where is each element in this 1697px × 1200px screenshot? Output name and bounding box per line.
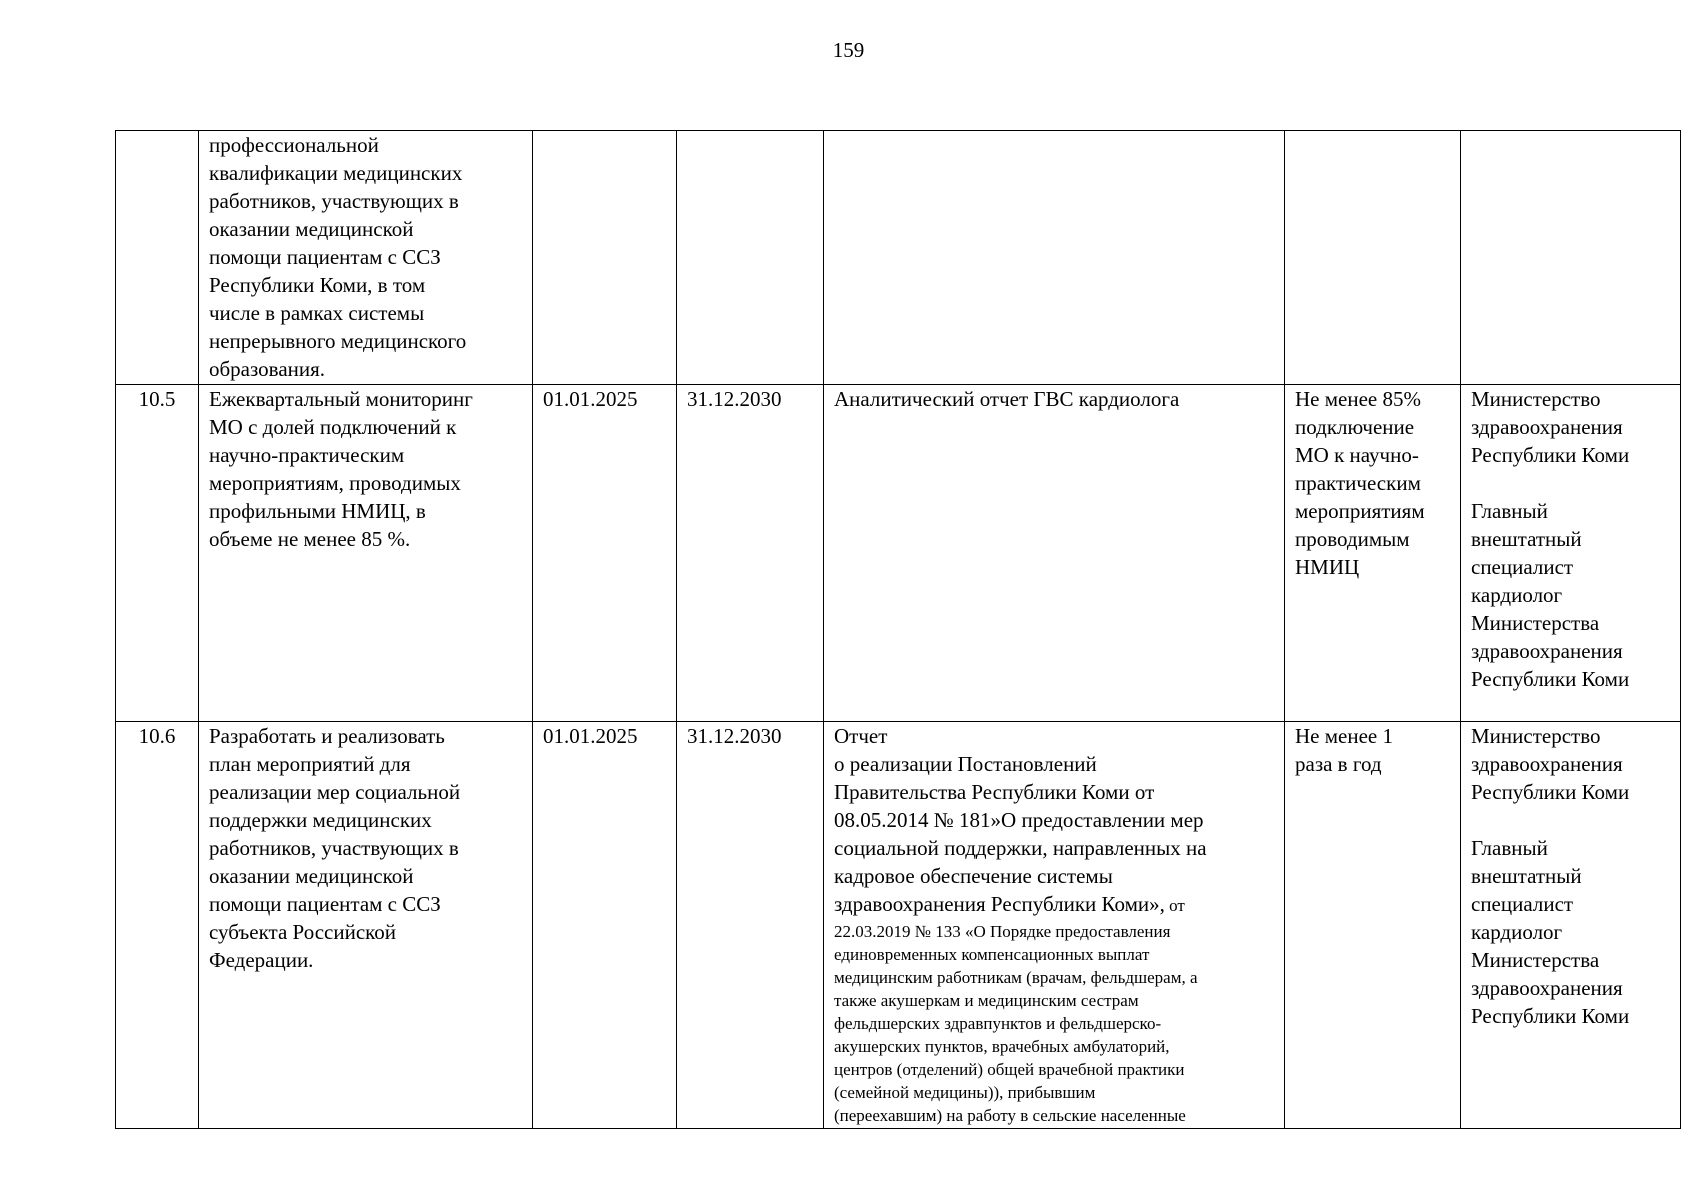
task-cell bbox=[199, 385, 533, 722]
table-row bbox=[116, 131, 1681, 385]
text-line: реализации мер социальной bbox=[209, 780, 461, 804]
text-line: МО к научно- bbox=[1295, 443, 1419, 467]
text-line: кардиолог bbox=[1471, 920, 1563, 944]
text-line: оказании медицинской bbox=[209, 217, 414, 241]
text-line: Министерства bbox=[1471, 948, 1600, 972]
result-mixed-line bbox=[834, 890, 1274, 920]
result-cell bbox=[824, 385, 1285, 722]
text-line: профильными НМИЦ, в bbox=[209, 499, 426, 523]
text-line: Разработать и реализовать bbox=[209, 724, 445, 748]
text-line: непрерывного медицинского bbox=[209, 329, 467, 353]
text-line: единовременных компенсационных выплат bbox=[834, 945, 1150, 964]
indicator-cell bbox=[1285, 131, 1461, 385]
responsible-cell bbox=[1461, 385, 1681, 722]
indicator-text bbox=[1295, 722, 1450, 778]
text-line: НМИЦ bbox=[1295, 555, 1360, 579]
text-line: кадровое обеспечение системы bbox=[834, 864, 1113, 888]
text-line: Республики Коми bbox=[1471, 667, 1630, 691]
responsible-cell bbox=[1461, 131, 1681, 385]
task-cell bbox=[199, 722, 533, 1129]
result-cell bbox=[824, 722, 1285, 1129]
text-line: о реализации Постановлений bbox=[834, 752, 1097, 776]
text-line: кардиолог bbox=[1471, 583, 1563, 607]
result-text bbox=[834, 722, 1274, 890]
text-line: работников, участвующих в bbox=[209, 836, 459, 860]
text-line: научно-практическим bbox=[209, 443, 405, 467]
table-row bbox=[116, 722, 1681, 1129]
start-date-cell bbox=[533, 131, 677, 385]
task-text bbox=[209, 385, 522, 553]
row-number-cell: 10.6 bbox=[116, 722, 199, 1129]
responsible-ministry-text bbox=[1471, 722, 1670, 806]
text-line: раза в год bbox=[1295, 752, 1382, 776]
responsible-specialist-text bbox=[1471, 497, 1670, 693]
text-line: квалификации медицинских bbox=[209, 161, 463, 185]
indicator-text bbox=[1295, 385, 1450, 581]
text-line: профессиональной bbox=[209, 133, 379, 157]
indicator-cell bbox=[1285, 722, 1461, 1129]
text-line: объеме не менее 85 %. bbox=[209, 527, 411, 551]
text-line: проводимым bbox=[1295, 527, 1410, 551]
text-line: здравоохранения bbox=[1471, 752, 1623, 776]
task-text bbox=[209, 131, 522, 383]
text-line: Главный bbox=[1471, 499, 1548, 523]
result-cell bbox=[824, 131, 1285, 385]
text-line: оказании медицинской bbox=[209, 864, 414, 888]
text-line: Правительства Республики Коми от bbox=[834, 780, 1155, 804]
text-line: Ежеквартальный мониторинг bbox=[209, 387, 473, 411]
measures-table bbox=[115, 130, 1681, 1129]
text-line: помощи пациентам с ССЗ bbox=[209, 245, 441, 269]
text-line: центров (отделений) общей врачебной практики bbox=[834, 1060, 1185, 1079]
page-number: 159 bbox=[832, 38, 865, 62]
text-line: фельдшерских здравпунктов и фельдшерско- bbox=[834, 1014, 1162, 1033]
result-mixed-line-small: от bbox=[1164, 896, 1185, 915]
task-text bbox=[209, 722, 522, 974]
text-line: Отчет bbox=[834, 724, 888, 748]
text-line: мероприятиям bbox=[1295, 499, 1425, 523]
text-line: (семейной медицины)), прибывшим bbox=[834, 1083, 1096, 1102]
text-line: (переехавшим) на работу в сельские населенные bbox=[834, 1106, 1186, 1125]
text-line: Министерство bbox=[1471, 387, 1601, 411]
task-cell bbox=[199, 131, 533, 385]
text-line: медицинским работникам (врачам, фельдшерам, а bbox=[834, 968, 1198, 987]
text-line: образования. bbox=[209, 357, 326, 381]
responsible-cell bbox=[1461, 722, 1681, 1129]
text-line: Главный bbox=[1471, 836, 1548, 860]
result-small-text bbox=[834, 920, 1274, 1127]
start-date-cell: 01.01.2025 bbox=[533, 385, 677, 722]
text-line: субъекта Российской bbox=[209, 920, 397, 944]
text-line: специалист bbox=[1471, 555, 1574, 579]
text-line: мероприятиям, проводимых bbox=[209, 471, 461, 495]
text-line: Республики Коми bbox=[1471, 1004, 1630, 1028]
text-line: Республики Коми bbox=[1471, 443, 1630, 467]
text-line: работников, участвующих в bbox=[209, 189, 459, 213]
end-date-cell: 31.12.2030 bbox=[677, 722, 824, 1129]
text-line: внештатный bbox=[1471, 527, 1582, 551]
row-number-cell: 10.5 bbox=[116, 385, 199, 722]
text-line: Аналитический отчет ГВС кардиолога bbox=[834, 387, 1180, 411]
end-date-cell bbox=[677, 131, 824, 385]
text-line: внештатный bbox=[1471, 864, 1582, 888]
text-line: Не менее 85% bbox=[1295, 387, 1421, 411]
text-line: 08.05.2014 № 181»О предоставлении мер bbox=[834, 808, 1204, 832]
text-line: Республики Коми, в том bbox=[209, 273, 426, 297]
table-row bbox=[116, 385, 1681, 722]
text-line: подключение bbox=[1295, 415, 1415, 439]
text-line: план мероприятий для bbox=[209, 752, 411, 776]
text-line: акушерских пунктов, врачебных амбулаторий, bbox=[834, 1037, 1170, 1056]
result-mixed-line-large: здравоохранения Республики Коми», bbox=[834, 892, 1165, 916]
row-number-cell bbox=[116, 131, 199, 385]
responsible-specialist-text bbox=[1471, 834, 1670, 1030]
text-line: помощи пациентам с ССЗ bbox=[209, 892, 441, 916]
responsible-ministry-text bbox=[1471, 385, 1670, 469]
text-line: Федерации. bbox=[209, 948, 314, 972]
indicator-cell bbox=[1285, 385, 1461, 722]
text-line: здравоохранения bbox=[1471, 415, 1623, 439]
text-line: Не менее 1 bbox=[1295, 724, 1393, 748]
text-line: Министерство bbox=[1471, 724, 1601, 748]
end-date-cell: 31.12.2030 bbox=[677, 385, 824, 722]
text-line: МО с долей подключений к bbox=[209, 415, 457, 439]
text-line: здравоохранения bbox=[1471, 976, 1623, 1000]
text-line: Министерства bbox=[1471, 611, 1600, 635]
text-line: также акушеркам и медицинским сестрам bbox=[834, 991, 1139, 1010]
text-line: 22.03.2019 № 133 «О Порядке предоставления bbox=[834, 922, 1171, 941]
result-text bbox=[834, 385, 1274, 413]
text-line: поддержки медицинских bbox=[209, 808, 432, 832]
text-line: социальной поддержки, направленных на bbox=[834, 836, 1207, 860]
text-line: здравоохранения bbox=[1471, 639, 1623, 663]
text-line: специалист bbox=[1471, 892, 1574, 916]
text-line: числе в рамках системы bbox=[209, 301, 425, 325]
start-date-cell: 01.01.2025 bbox=[533, 722, 677, 1129]
text-line: Республики Коми bbox=[1471, 780, 1630, 804]
text-line: практическим bbox=[1295, 471, 1421, 495]
